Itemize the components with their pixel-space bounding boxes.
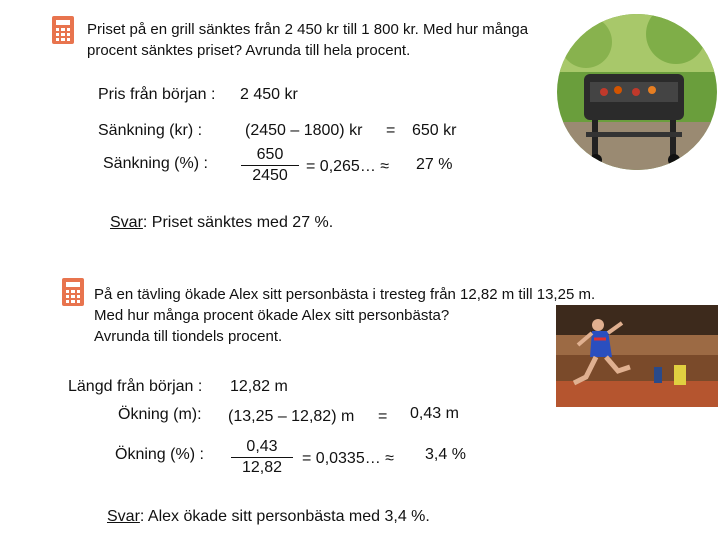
- problem1-fraction: [241, 146, 299, 185]
- problem2-start-value: 12,82 m: [230, 378, 288, 395]
- problem2-increase-m-label: Ökning (m):: [118, 406, 202, 423]
- problem1-question-line2: procent sänktes priset? Avrunda till hela procent.: [87, 42, 411, 59]
- problem1-start-label: Pris från början :: [98, 86, 216, 103]
- problem1-decrease-kr-eq: =: [386, 122, 396, 139]
- triple-jump-photo: [556, 305, 718, 407]
- calculator-icon: [52, 16, 74, 44]
- problem1-start-value: 2 450 kr: [240, 86, 298, 103]
- problem1-answer-text: : Priset sänktes med 27 %.: [142, 214, 334, 231]
- problem1-fraction-numerator: 650: [241, 146, 299, 166]
- problem2-result-value: 3,4 %: [425, 446, 466, 463]
- problem1-decrease-pct-label: Sänkning (%) :: [103, 155, 208, 172]
- problem2-answer-label: Svar: [107, 508, 140, 525]
- problem1-decrease-kr-label: Sänkning (kr) :: [98, 122, 203, 139]
- problem2-start-label: Längd från början :: [68, 378, 203, 395]
- problem2-increase-m-eq: =: [378, 408, 388, 425]
- problem1-fraction-denominator: 2450: [252, 167, 288, 184]
- grill-photo: [556, 12, 718, 170]
- problem1-result-expr: = 0,265… ≈: [306, 158, 390, 175]
- calculator-icon-2: [62, 278, 84, 306]
- problem1-answer: [110, 214, 333, 232]
- problem2-answer-text: : Alex ökade sitt personbästa med 3,4 %.: [139, 508, 430, 525]
- problem1-question-line1: Priset på en grill sänktes från 2 450 kr till 1 800 kr. Med hur många: [87, 21, 529, 38]
- problem1-result-value: 27 %: [416, 156, 453, 173]
- problem1-decrease-kr-expr: (2450 – 1800) kr: [245, 122, 363, 139]
- problem2-result-expr: = 0,0335… ≈: [302, 450, 394, 467]
- problem2-fraction-denominator: 12,82: [241, 459, 283, 476]
- problem1-answer-label: Svar: [110, 214, 143, 231]
- problem2-increase-pct-label: Ökning (%) :: [115, 446, 204, 463]
- problem1-decrease-kr-value: 650 kr: [412, 122, 457, 139]
- problem2-answer: [107, 508, 430, 526]
- problem2-question-line1: På en tävling ökade Alex sitt personbästa i tresteg från 12,82 m till 13,25 m.: [94, 286, 596, 303]
- problem2-question-line2: Med hur många procent ökade Alex sitt personbästa?: [94, 307, 450, 324]
- problem2-increase-m-expr: (13,25 – 12,82) m: [228, 408, 355, 425]
- problem2-fraction-numerator: 0,43: [231, 438, 293, 458]
- problem2-fraction: [231, 438, 293, 477]
- problem2-question-line3: Avrunda till tiondels procent.: [94, 328, 283, 345]
- problem2-increase-m-value: 0,43 m: [410, 405, 459, 422]
